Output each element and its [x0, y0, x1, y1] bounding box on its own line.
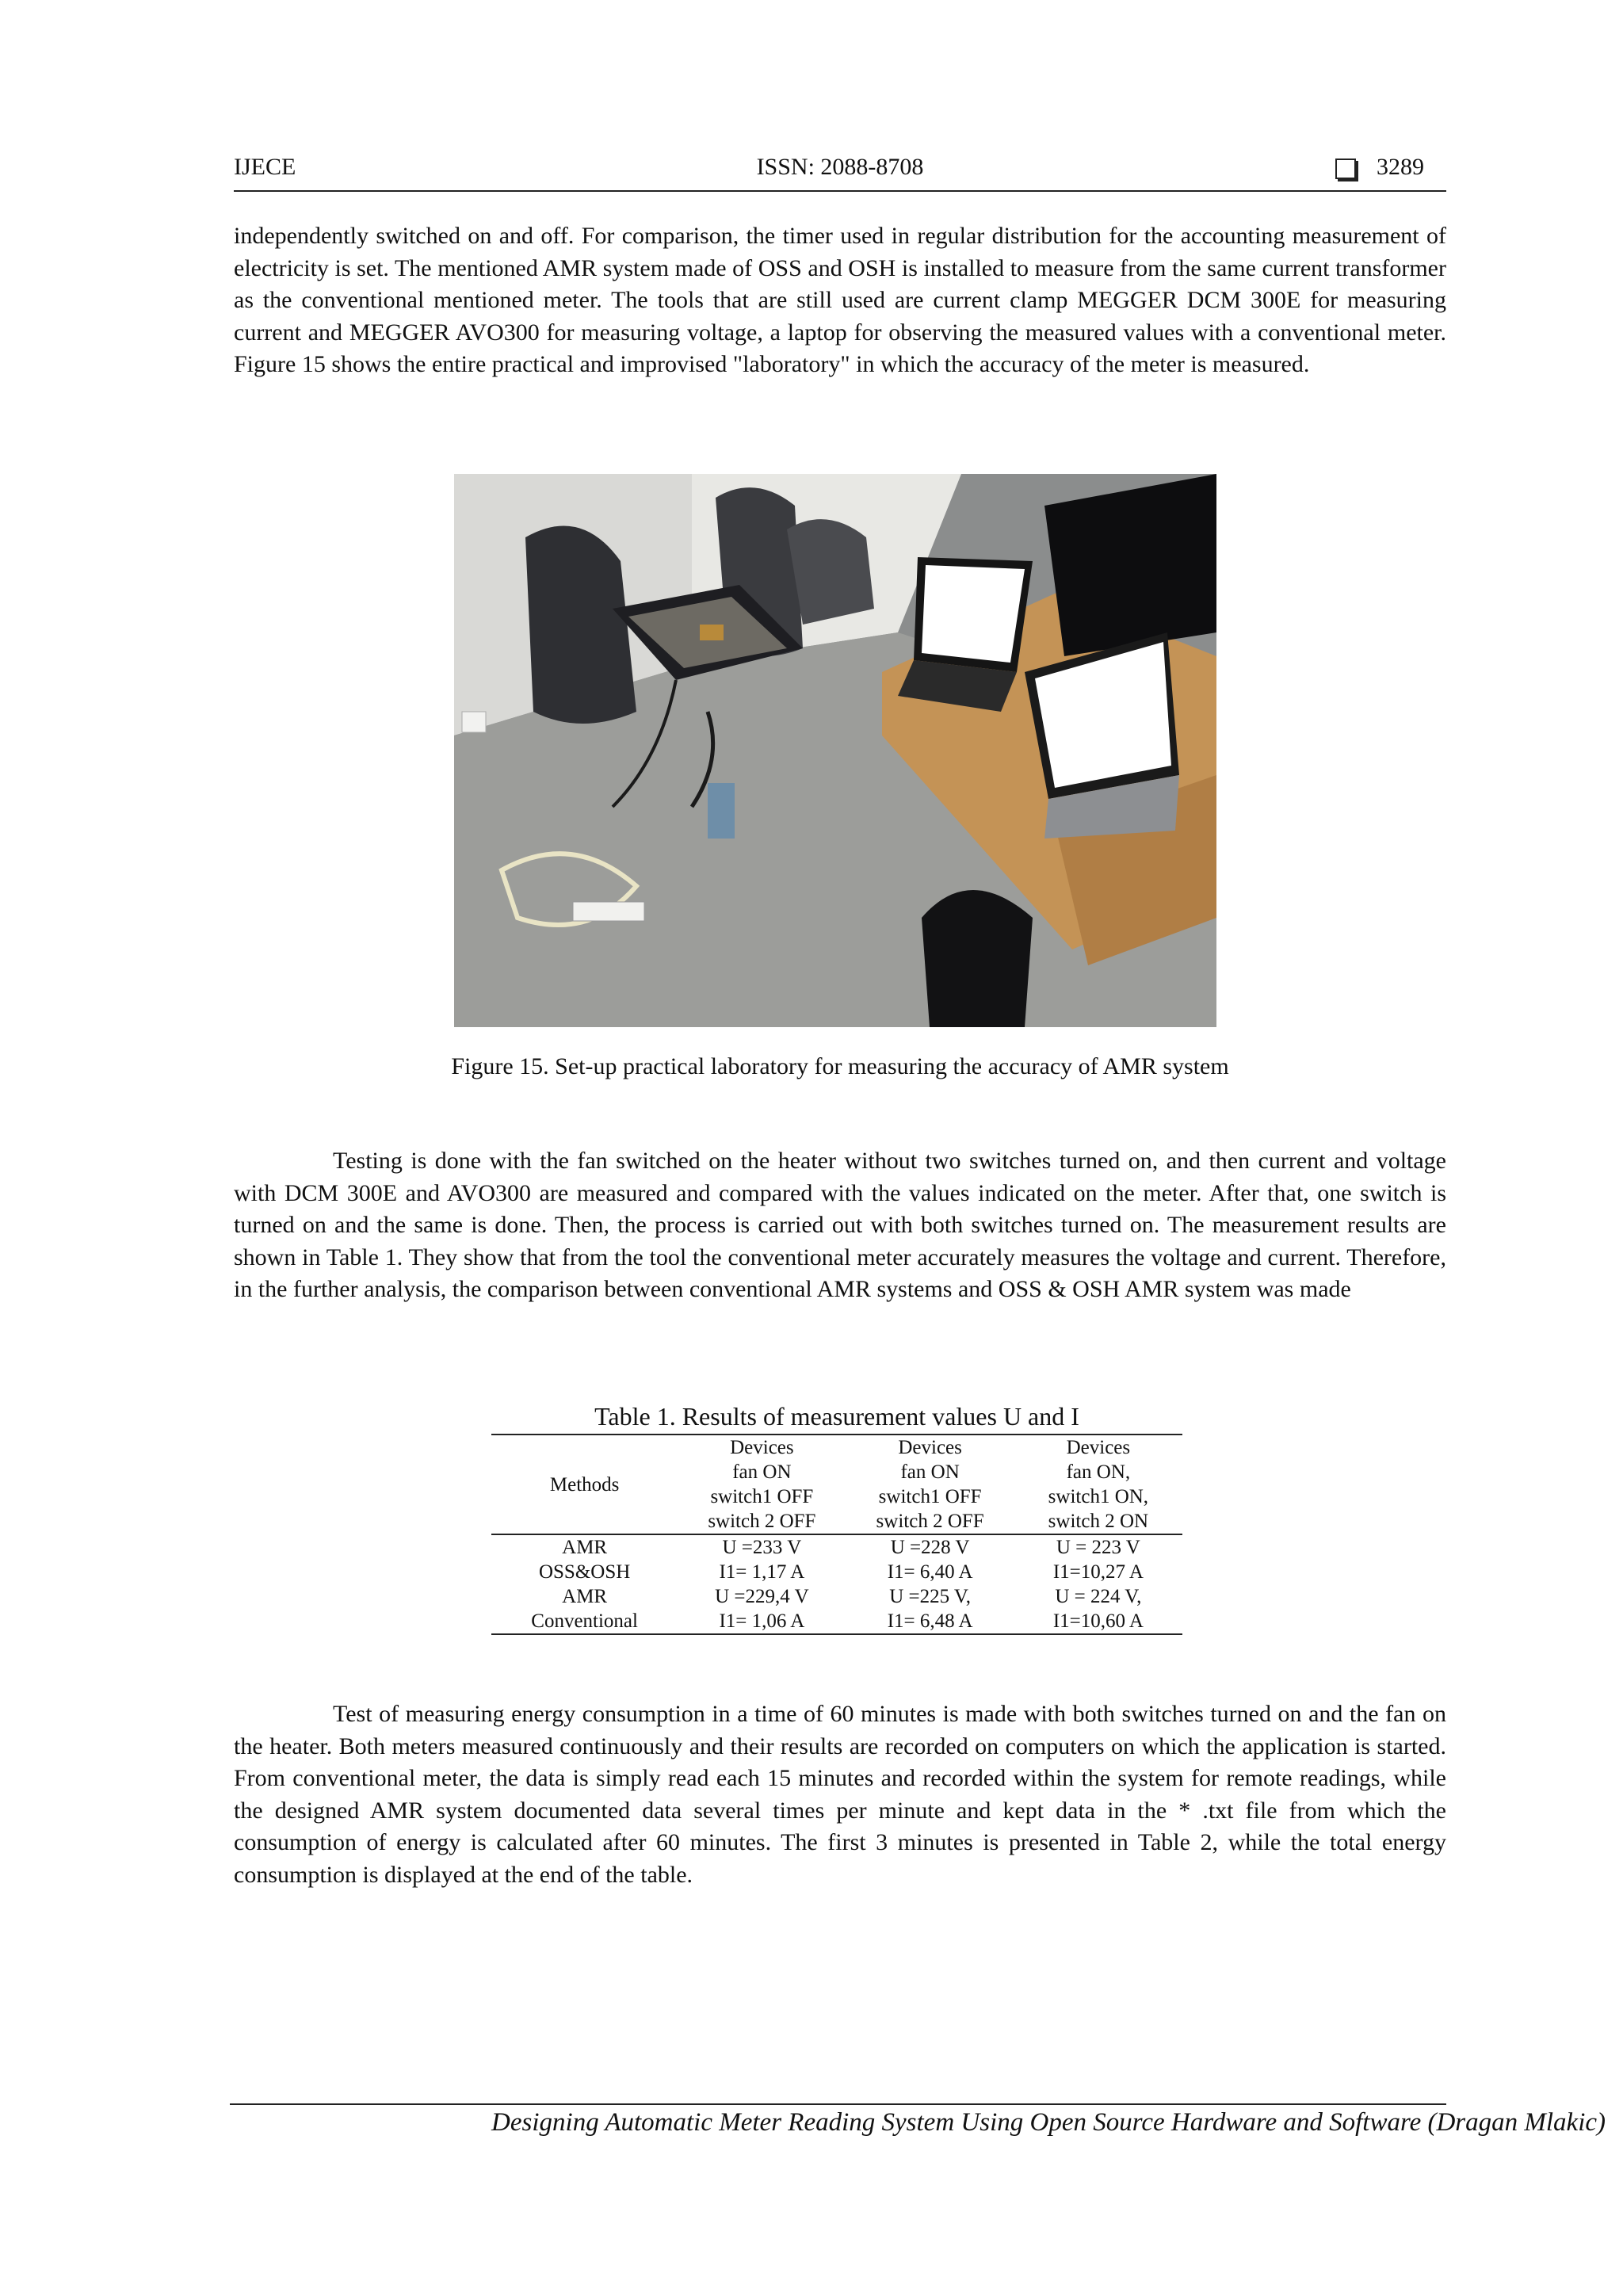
device-header-3-line3: switch1 ON,: [1048, 1486, 1149, 1507]
table-cell: U = 224 V,: [1055, 1586, 1142, 1607]
table-cell: I1= 6,40 A: [887, 1561, 973, 1583]
table-cell: U =233 V: [722, 1537, 802, 1558]
table-cell: U =228 V: [890, 1537, 970, 1558]
table-cell: U = 223 V: [1056, 1537, 1140, 1558]
device-header-1-line3: switch1 OFF: [710, 1486, 814, 1507]
issn: ISSN: 2088-8708: [756, 154, 924, 180]
table-row: [491, 1584, 1182, 1609]
table-cell: OSS&OSH: [538, 1561, 631, 1583]
device-header-2-line3: switch1 OFF: [878, 1486, 982, 1507]
table-cell: U =225 V,: [889, 1586, 972, 1607]
device-header-1-line2: fan ON: [732, 1461, 792, 1483]
device-header-2-line4: switch 2 OFF: [846, 1509, 1014, 1534]
table-1-title: Table 1. Results of measurement values U and I: [594, 1402, 1079, 1431]
device-header-3-line2: fan ON,: [1066, 1461, 1131, 1483]
table-cell: U =229,4 V: [715, 1586, 809, 1607]
running-footer: Designing Automatic Meter Reading System Using Open Source Hardware and Software (Dragan Mlakic): [491, 2108, 1606, 2137]
journal-name: IJECE: [234, 154, 296, 180]
device-header-1-line1: Devices: [678, 1435, 846, 1460]
table-cell: I1= 1,17 A: [719, 1561, 805, 1583]
table-cell: I1= 1,06 A: [678, 1609, 846, 1634]
table-cell: AMR: [562, 1537, 608, 1558]
table-cell: I1=10,60 A: [1014, 1609, 1182, 1634]
page-number-group: [1335, 154, 1424, 181]
figure-caption: Figure 15. Set-up practical laboratory for measuring the accuracy of AMR system: [451, 1053, 1229, 1079]
device-header-2-line1: Devices: [846, 1435, 1014, 1460]
device-header-3-line1: Devices: [1014, 1435, 1182, 1460]
table-row: [491, 1609, 1182, 1634]
paragraph-1: independently switched on and off. For comparison, the timer used in regular distribution for the accounting measurement of electricity is set. The mentioned AMR system made of OSS and OSH is installed to measure from the same current transformer as the conventional mentioned meter. The tools that are still used are current clamp MEGGER DCM 300E for measuring current and MEGGER AVO300 for measuring voltage, a laptop for observing the measured values with a conventional meter. Figure 15 shows the entire practical and improvised "laboratory" in which the accuracy of the meter is measured.: [234, 223, 1446, 377]
device-header-3-line4: switch 2 ON: [1014, 1509, 1182, 1534]
page-header: [234, 154, 1446, 192]
square-bullet-icon: [1335, 159, 1356, 179]
paragraph-2: Testing is done with the fan switched on the heater without two switches turned on, and then current and voltage with DCM 300E and AVO300 are measured and compared with the values indicated on the meter. After that, one switch is turned on and the same is done. Then, the process is carried out with both switches turned on. The measurement results are shown in Table 1. They show that from the tool the conventional meter accurately measures the voltage and current. Therefore, in the further analysis, the comparison between conventional AMR systems and OSS & OSH AMR system was made: [234, 1148, 1446, 1302]
table-1: [491, 1434, 1182, 1635]
table-row: [491, 1534, 1182, 1560]
lab-setup-illustration: [454, 474, 1216, 1027]
figure-15-photo: [454, 474, 1216, 1027]
table-cell: I1= 6,48 A: [846, 1609, 1014, 1634]
table-cell: I1=10,27 A: [1052, 1561, 1144, 1583]
table-row: [491, 1560, 1182, 1584]
paragraph-3: Test of measuring energy consumption in a time of 60 minutes is made with both switches turned on and the fan on the heater. Both meters measured continuously and their results are recorded on computers on which the application is started. From conventional meter, the data is simply read each 15 minutes and recorded within the system for remote readings, while the designed AMR system documented data several times per minute and kept data in the * .txt file from which the consumption of energy is calculated after 60 minutes. The first 3 minutes is presented in Table 2, while the total energy consumption is displayed at the end of the table.: [234, 1701, 1446, 1888]
table-cell: Conventional: [491, 1609, 678, 1634]
methods-header: Methods: [491, 1435, 678, 1534]
device-header-1-line4: switch 2 OFF: [678, 1509, 846, 1534]
page-number: 3289: [1377, 154, 1424, 180]
device-header-2-line2: fan ON: [900, 1461, 960, 1483]
footer-rule: [230, 2103, 1446, 2105]
table-cell: AMR: [562, 1586, 608, 1607]
